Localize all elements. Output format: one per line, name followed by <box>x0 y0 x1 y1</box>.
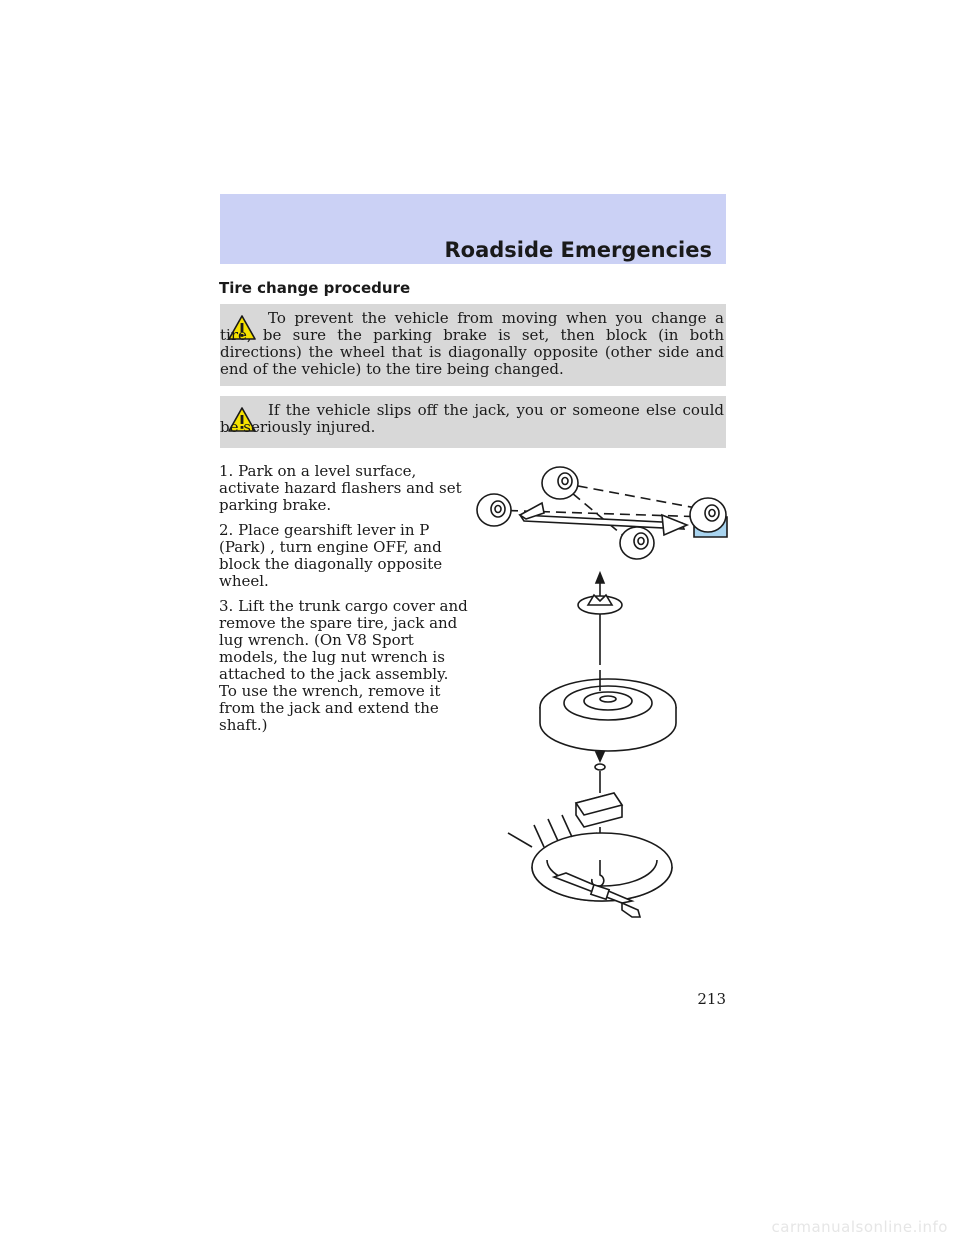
step-item: 2. Place gearshift lever in P (Park) , turn engine OFF, and block the diagonally opposite wheel. <box>219 521 443 590</box>
warning-box-parking-brake <box>220 304 726 386</box>
warning-text: If the vehicle slips off the jack, you or someone else could be seriously injured. <box>220 401 724 436</box>
section-header-band <box>220 194 726 264</box>
wheel <box>542 467 578 499</box>
step-item: 3. Lift the trunk cargo cover and remove the spare tire, jack and lug wrench. (On V8 Sport models, the lug nut wrench is attached to the jack assembly. To use the wrench, remove it from the jack and extend the shaft.) <box>219 597 468 734</box>
wheel <box>690 498 726 532</box>
wheel <box>477 494 511 526</box>
procedure-steps <box>219 463 469 742</box>
spare-tire-jack-illustration <box>472 455 734 925</box>
step-item: 1. Park on a level surface, activate hazard flashers and set parking brake. <box>219 462 462 514</box>
footer-watermark: carmanualsonline.info <box>771 1218 948 1236</box>
procedure-title: Tire change procedure <box>219 279 411 297</box>
warning-box-jack-slip <box>220 396 726 448</box>
page-number: 213 <box>697 990 726 1008</box>
section-header-title: Roadside Emergencies <box>444 238 712 262</box>
wheel <box>620 527 654 559</box>
spare-tire-exploded-view <box>508 573 676 917</box>
wheel-blocking-diagram <box>477 467 727 559</box>
warning-text: To prevent the vehicle from moving when you change a tire, be sure the parking brake is set, then block (in both directions) the wheel that is diagonally opposite (other side and end of the vehicle) to the tire being changed. <box>220 309 724 378</box>
